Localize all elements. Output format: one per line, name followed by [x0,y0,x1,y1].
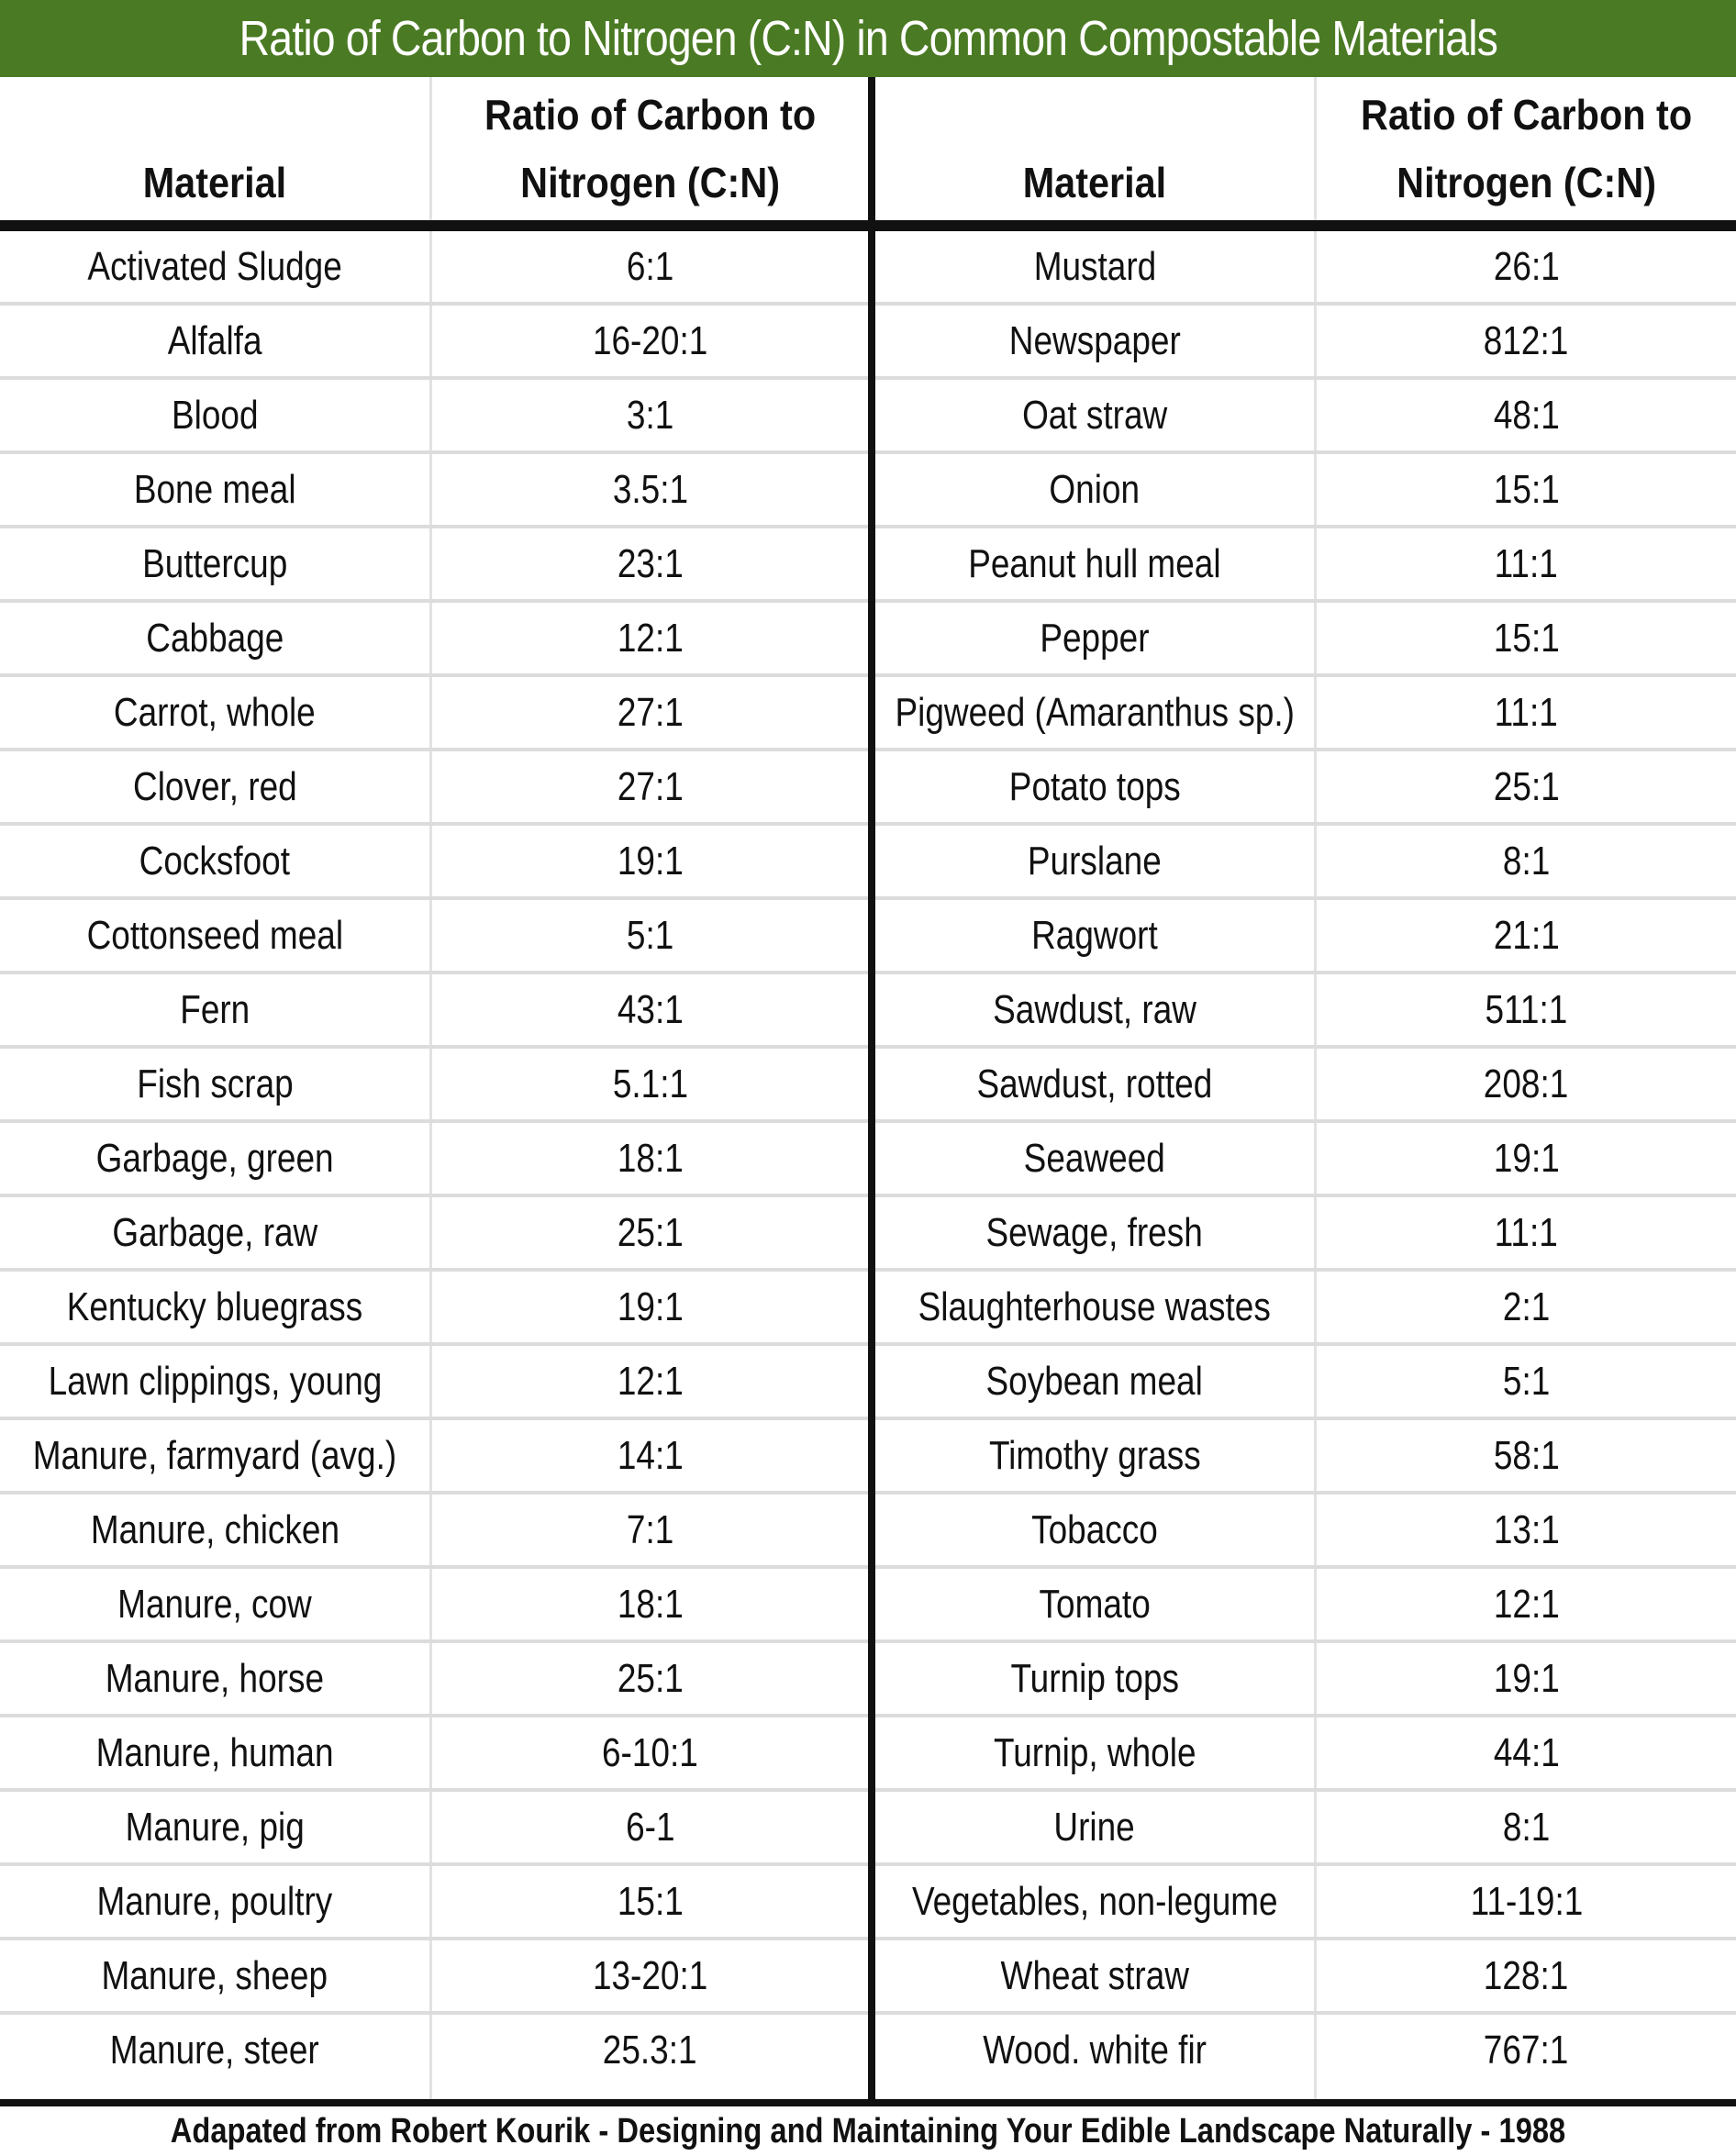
table-left-half [0,77,868,2099]
table-row [0,900,868,974]
table-row [875,231,1736,306]
ratio-cell: 3:1 [626,392,674,438]
table-row [875,1420,1736,1495]
material-cell: Manure, cow [117,1581,312,1627]
ratio-cell: 11:1 [1494,689,1559,735]
ratio-cell: 3.5:1 [612,466,688,512]
material-cell: Peanut hull meal [968,540,1221,586]
material-cell: Kentucky bluegrass [66,1284,363,1329]
material-cell: Blood [171,392,259,438]
table-row [0,306,868,380]
table-row [875,2015,1736,2089]
table-row [875,1049,1736,1123]
ratio-cell: 11:1 [1494,540,1559,586]
ratio-cell: 15:1 [1493,615,1560,661]
ratio-cell: 43:1 [617,986,684,1032]
material-cell: Sewage, fresh [985,1209,1204,1255]
ratio-cell: 13:1 [1493,1506,1560,1552]
material-cell: Oat straw [1021,392,1168,438]
material-cell: Tobacco [1031,1506,1158,1552]
ratio-cell: 15:1 [617,1878,684,1924]
ratio-cell: 27:1 [617,763,684,809]
material-cell: Seaweed [1023,1135,1166,1181]
material-cell: Newspaper [1008,317,1181,363]
table-row [875,826,1736,900]
material-cell: Clover, red [132,763,297,809]
ratio-cell: 12:1 [617,615,684,661]
ratio-cell: 128:1 [1484,1952,1569,1998]
ratio-cell: 44:1 [1493,1729,1560,1775]
material-cell: Garbage, raw [112,1209,317,1255]
ratio-cell: 18:1 [617,1135,684,1181]
table-row [0,1049,868,1123]
table-row [0,974,868,1049]
material-cell: Fish scrap [136,1061,294,1106]
table-body-right [875,231,1736,2091]
material-cell: Manure, farmyard (avg.) [32,1432,397,1478]
ratio-cell: 25:1 [617,1209,684,1255]
ratio-cell: 27:1 [617,689,684,735]
ratio-cell: 16-20:1 [592,317,708,363]
table-row [875,1643,1736,1717]
table-row [0,528,868,603]
table-row [875,306,1736,380]
ratio-cell: 48:1 [1493,392,1560,438]
table-row [875,528,1736,603]
table-row [0,677,868,751]
ratio-cell: 25.3:1 [603,2027,697,2073]
material-cell: Mustard [1033,243,1156,289]
table-row [875,1346,1736,1420]
table-row [0,1272,868,1346]
header-ratio: Ratio of Carbon to Nitrogen (C:N) [1360,91,1693,206]
header-material: Material [1022,159,1167,206]
table-row [875,1272,1736,1346]
material-cell: Tomato [1039,1581,1151,1627]
table-row [0,1495,868,1569]
table-row [0,231,868,306]
ratio-cell: 6-10:1 [602,1729,698,1775]
table-row [0,1792,868,1866]
header-material: Material [142,159,287,206]
table-row [875,603,1736,677]
table-row [875,1495,1736,1569]
ratio-cell: 5.1:1 [612,1061,688,1106]
table-row [875,1866,1736,1940]
header-rule [0,220,1736,231]
material-cell: Manure, steer [109,2027,320,2073]
material-cell: Manure, human [95,1729,334,1775]
material-cell: Manure, poultry [96,1878,333,1924]
ratio-cell: 7:1 [626,1506,674,1552]
material-cell: Onion [1049,466,1141,512]
table-row [875,974,1736,1049]
material-cell: Potato tops [1008,763,1181,809]
page-title-text: Ratio of Carbon to Nitrogen (C:N) in Common Compostable Materials [239,11,1497,66]
material-cell: Garbage, green [95,1135,334,1181]
material-cell: Slaughterhouse wastes [918,1284,1272,1329]
ratio-cell: 19:1 [1493,1135,1560,1181]
material-cell: Manure, chicken [90,1506,339,1552]
table-row [0,603,868,677]
table-row [875,1123,1736,1197]
table-row [875,1569,1736,1643]
ratio-cell: 8:1 [1502,838,1551,884]
material-cell: Cabbage [145,615,284,661]
ratio-cell: 18:1 [617,1581,684,1627]
header-ratio: Ratio of Carbon to Nitrogen (C:N) [484,91,817,206]
table-row [875,1717,1736,1792]
material-cell: Vegetables, non-legume [911,1878,1278,1924]
table-row [0,1717,868,1792]
ratio-cell: 5:1 [626,912,674,958]
ratio-cell: 25:1 [617,1655,684,1701]
ratio-cell: 14:1 [617,1432,684,1478]
material-cell: Soybean meal [985,1358,1204,1404]
ratio-cell: 21:1 [1493,912,1560,958]
material-cell: Wood. white fir [983,2027,1207,2073]
ratio-cell: 208:1 [1484,1061,1569,1106]
table-row [0,1123,868,1197]
ratio-cell: 812:1 [1484,317,1569,363]
table-row [875,751,1736,826]
table-row [0,2015,868,2089]
material-cell: Lawn clippings, young [48,1358,382,1404]
material-cell: Buttercup [141,540,288,586]
material-cell: Sawdust, rotted [976,1061,1213,1106]
material-cell: Sawdust, raw [993,986,1196,1032]
table-row [0,1569,868,1643]
table-row [875,677,1736,751]
center-divider [868,77,875,2099]
ratio-cell: 8:1 [1502,1804,1551,1850]
material-cell: Manure, pig [125,1804,305,1850]
table-row [875,454,1736,528]
ratio-cell: 6-1 [625,1804,675,1850]
ratio-cell: 767:1 [1484,2027,1569,2073]
material-cell: Bone meal [133,466,296,512]
ratio-cell: 58:1 [1493,1432,1560,1478]
ratio-cell: 11-19:1 [1470,1878,1583,1924]
ratio-cell: 26:1 [1493,243,1560,289]
table-header-left [0,77,868,220]
material-cell: Turnip, whole [993,1729,1196,1775]
ratio-cell: 5:1 [1502,1358,1551,1404]
table-row [0,1866,868,1940]
table-row [875,1792,1736,1866]
table-row [875,380,1736,454]
page-title [0,0,1736,77]
cn-ratio-table [0,77,1736,2099]
material-cell: Pigweed (Amaranthus sp.) [895,689,1295,735]
material-cell: Purslane [1028,838,1162,884]
table-row [875,900,1736,974]
ratio-cell: 12:1 [617,1358,684,1404]
table-row [875,1940,1736,2015]
table-body-left [0,231,868,2091]
material-cell: Alfalfa [167,317,262,363]
material-cell: Carrot, whole [114,689,316,735]
material-cell: Cocksfoot [139,838,291,884]
ratio-cell: 13-20:1 [592,1952,708,1998]
ratio-cell: 2:1 [1502,1284,1551,1329]
table-row [0,1420,868,1495]
table-header-right [875,77,1736,220]
material-cell: Ragwort [1031,912,1158,958]
table-right-half [875,77,1736,2099]
ratio-cell: 6:1 [626,243,674,289]
material-cell: Manure, horse [105,1655,325,1701]
ratio-cell: 25:1 [1493,763,1560,809]
table-row [0,1940,868,2015]
table-row [0,1346,868,1420]
table-row [0,826,868,900]
ratio-cell: 23:1 [617,540,684,586]
material-cell: Cottonseed meal [86,912,343,958]
source-credit: Adapated from Robert Kourik - Designing and Maintaining Your Edible Landscape Naturally - 1988 [170,2111,1566,2150]
ratio-cell: 19:1 [617,838,684,884]
table-row [0,751,868,826]
table-row [0,380,868,454]
ratio-cell: 19:1 [617,1284,684,1329]
table-row [875,1197,1736,1272]
ratio-cell: 12:1 [1493,1581,1560,1627]
material-cell: Pepper [1040,615,1150,661]
material-cell: Timothy grass [988,1432,1201,1478]
material-cell: Turnip tops [1010,1655,1179,1701]
table-row [0,1643,868,1717]
material-cell: Urine [1053,1804,1136,1850]
material-cell: Activated Sludge [87,243,342,289]
table-row [0,454,868,528]
table-row [0,1197,868,1272]
material-cell: Manure, sheep [101,1952,328,1998]
ratio-cell: 11:1 [1494,1209,1559,1255]
material-cell: Fern [179,986,250,1032]
material-cell: Wheat straw [1000,1952,1189,1998]
ratio-cell: 15:1 [1493,466,1560,512]
ratio-cell: 511:1 [1485,986,1568,1032]
ratio-cell: 19:1 [1493,1655,1560,1701]
bottom-rule [0,2099,1736,2106]
